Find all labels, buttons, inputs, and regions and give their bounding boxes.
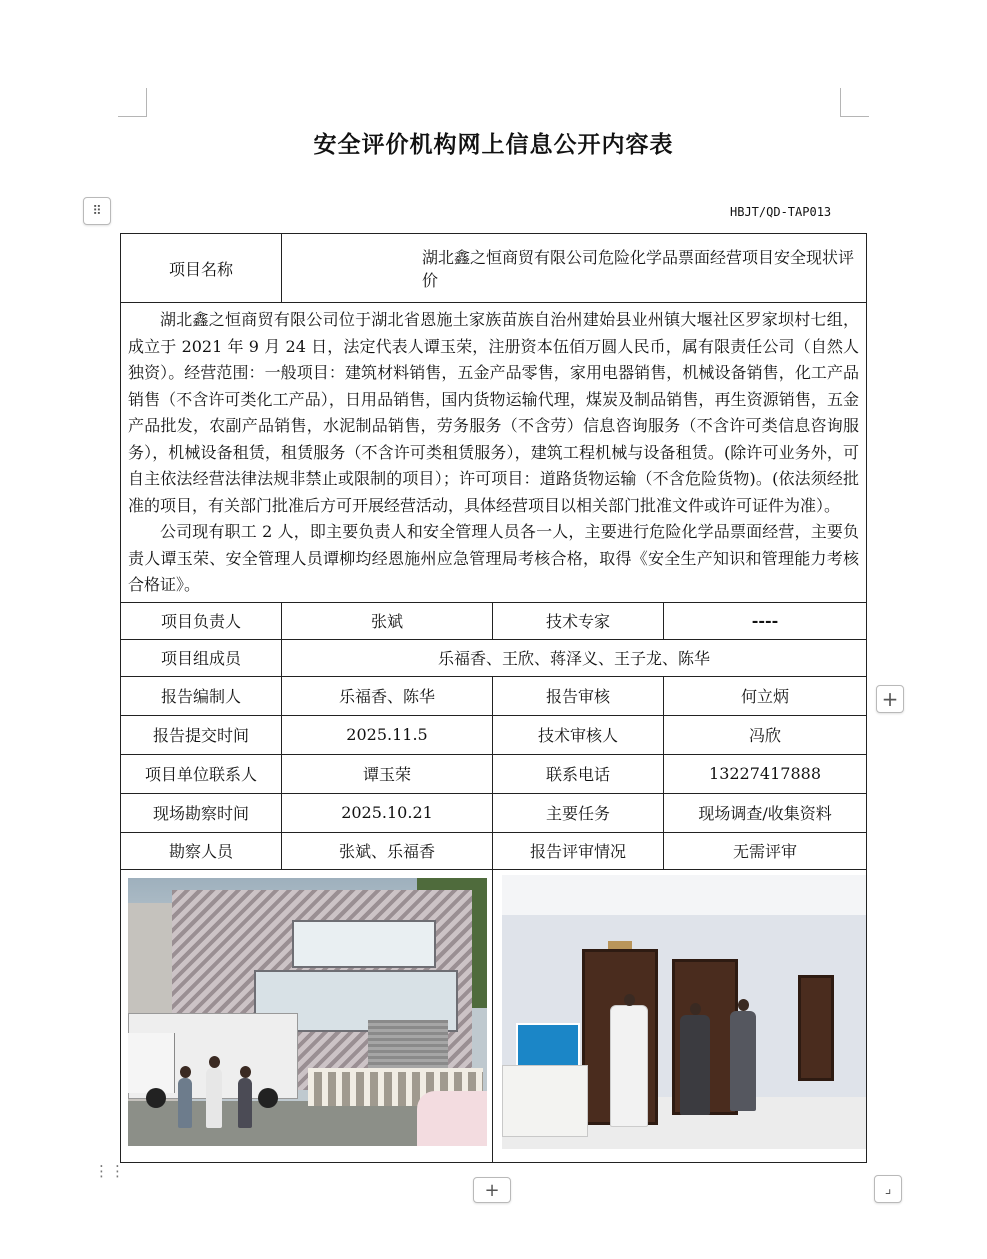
reviewer-value[interactable]: 何立炳 [664,676,867,715]
drag-dots-icon[interactable]: ⋮⋮ [94,1162,126,1180]
author-label: 报告编制人 [121,676,282,715]
tech-expert-value[interactable]: ---- [664,602,867,639]
margin-corner-top-right [840,88,869,117]
reviewer-label: 报告审核 [493,676,664,715]
submit-time-value[interactable]: 2025.11.5 [282,715,493,754]
surveyors-value[interactable]: 张斌、乐福香 [282,832,493,869]
project-name-label: 项目名称 [121,234,282,303]
margin-corner-top-left [118,88,147,117]
author-value[interactable]: 乐福香、陈华 [282,676,493,715]
leader-label: 项目负责人 [121,602,282,639]
members-label: 项目组成员 [121,639,282,676]
table-resize-icon[interactable]: ⌟ [874,1175,902,1203]
table-row [121,754,867,793]
table-move-handle-icon[interactable]: ⠿ [83,197,111,225]
site-photo-cell-2[interactable] [493,869,867,1162]
document-code: HBJT/QD-TAP013 [730,205,832,219]
add-row-plus-icon[interactable]: + [473,1177,511,1203]
contact-label: 项目单位联系人 [121,754,282,793]
table-row [121,832,867,869]
description-paragraph-1: 湖北鑫之恒商贸有限公司位于湖北省恩施土家族苗族自治州建始县业州镇大堰社区罗家坝村七组，成立于 2021 年 9 月 24 日，法定代表人谭玉荣，注册资本伍佰万圆人民币，属有限责任公司（自然人独资）。经营范围：一般项目：建筑材料销售，五金产品零售，家用电器销售，机械设备销售，化工产品销售（不含许可类化工产品），日用品销售，国内货物运输代理，煤炭及制品销售，再生资源销售，五金产品批发，农副产品销售，水泥制品销售，劳务服务（不含劳）信息咨询服务（不含许可类信息咨询服务），机械设备租赁，租赁服务（不含许可类租赁服务），建筑工程机械与设备租赁。(除许可业务外，可自主依法经营法律法规非禁止或限制的项目）；许可项目：道路货物运输（不含危险货物)。(依法须经批准的项目，有关部门批准后方可开展经营活动，具体经营项目以相关部门批准文件或许可证件为准）。 [128,310,860,515]
surveyors-label: 勘察人员 [121,832,282,869]
survey-time-value[interactable]: 2025.10.21 [282,793,493,832]
table-row [121,793,867,832]
info-table [120,233,867,1163]
table-row [121,303,867,603]
table-row [121,234,867,303]
table-row [121,639,867,676]
submit-time-label: 报告提交时间 [121,715,282,754]
project-name-value: 湖北鑫之恒商贸有限公司危险化学品票面经营项目安全现状评价 [422,248,855,290]
leader-value[interactable]: 张斌 [282,602,493,639]
review-status-label: 报告评审情况 [493,832,664,869]
page-title: 安全评价机构网上信息公开内容表 [313,131,674,158]
project-name-cell[interactable] [282,234,867,303]
review-status-value[interactable]: 无需评审 [664,832,867,869]
project-description-cell[interactable] [121,303,867,603]
office-photo[interactable] [502,875,866,1149]
table-row [121,676,867,715]
table-row [121,602,867,639]
tech-reviewer-label: 技术审核人 [493,715,664,754]
task-label: 主要任务 [493,793,664,832]
add-column-plus-icon[interactable]: + [876,685,904,713]
members-value[interactable]: 乐福香、王欣、蒋泽义、王子龙、陈华 [282,639,867,676]
tech-reviewer-value[interactable]: 冯欣 [664,715,867,754]
phone-value[interactable]: 13227417888 [664,754,867,793]
building-photo[interactable] [128,878,487,1146]
table-row [121,869,867,1162]
survey-time-label: 现场勘察时间 [121,793,282,832]
table-row [121,715,867,754]
site-photo-cell-1[interactable] [121,869,493,1162]
description-paragraph-2: 公司现有职工 2 人，即主要负责人和安全管理人员各一人，主要进行危险化学品票面经营，主要负责人谭玉荣、安全管理人员谭柳均经恩施州应急管理局考核合格，取得《安全生产知识和管理能力考核合格证》。 [128,522,860,594]
tech-expert-label: 技术专家 [493,602,664,639]
task-value[interactable]: 现场调查/收集资料 [664,793,867,832]
phone-label: 联系电话 [493,754,664,793]
contact-value[interactable]: 谭玉荣 [282,754,493,793]
